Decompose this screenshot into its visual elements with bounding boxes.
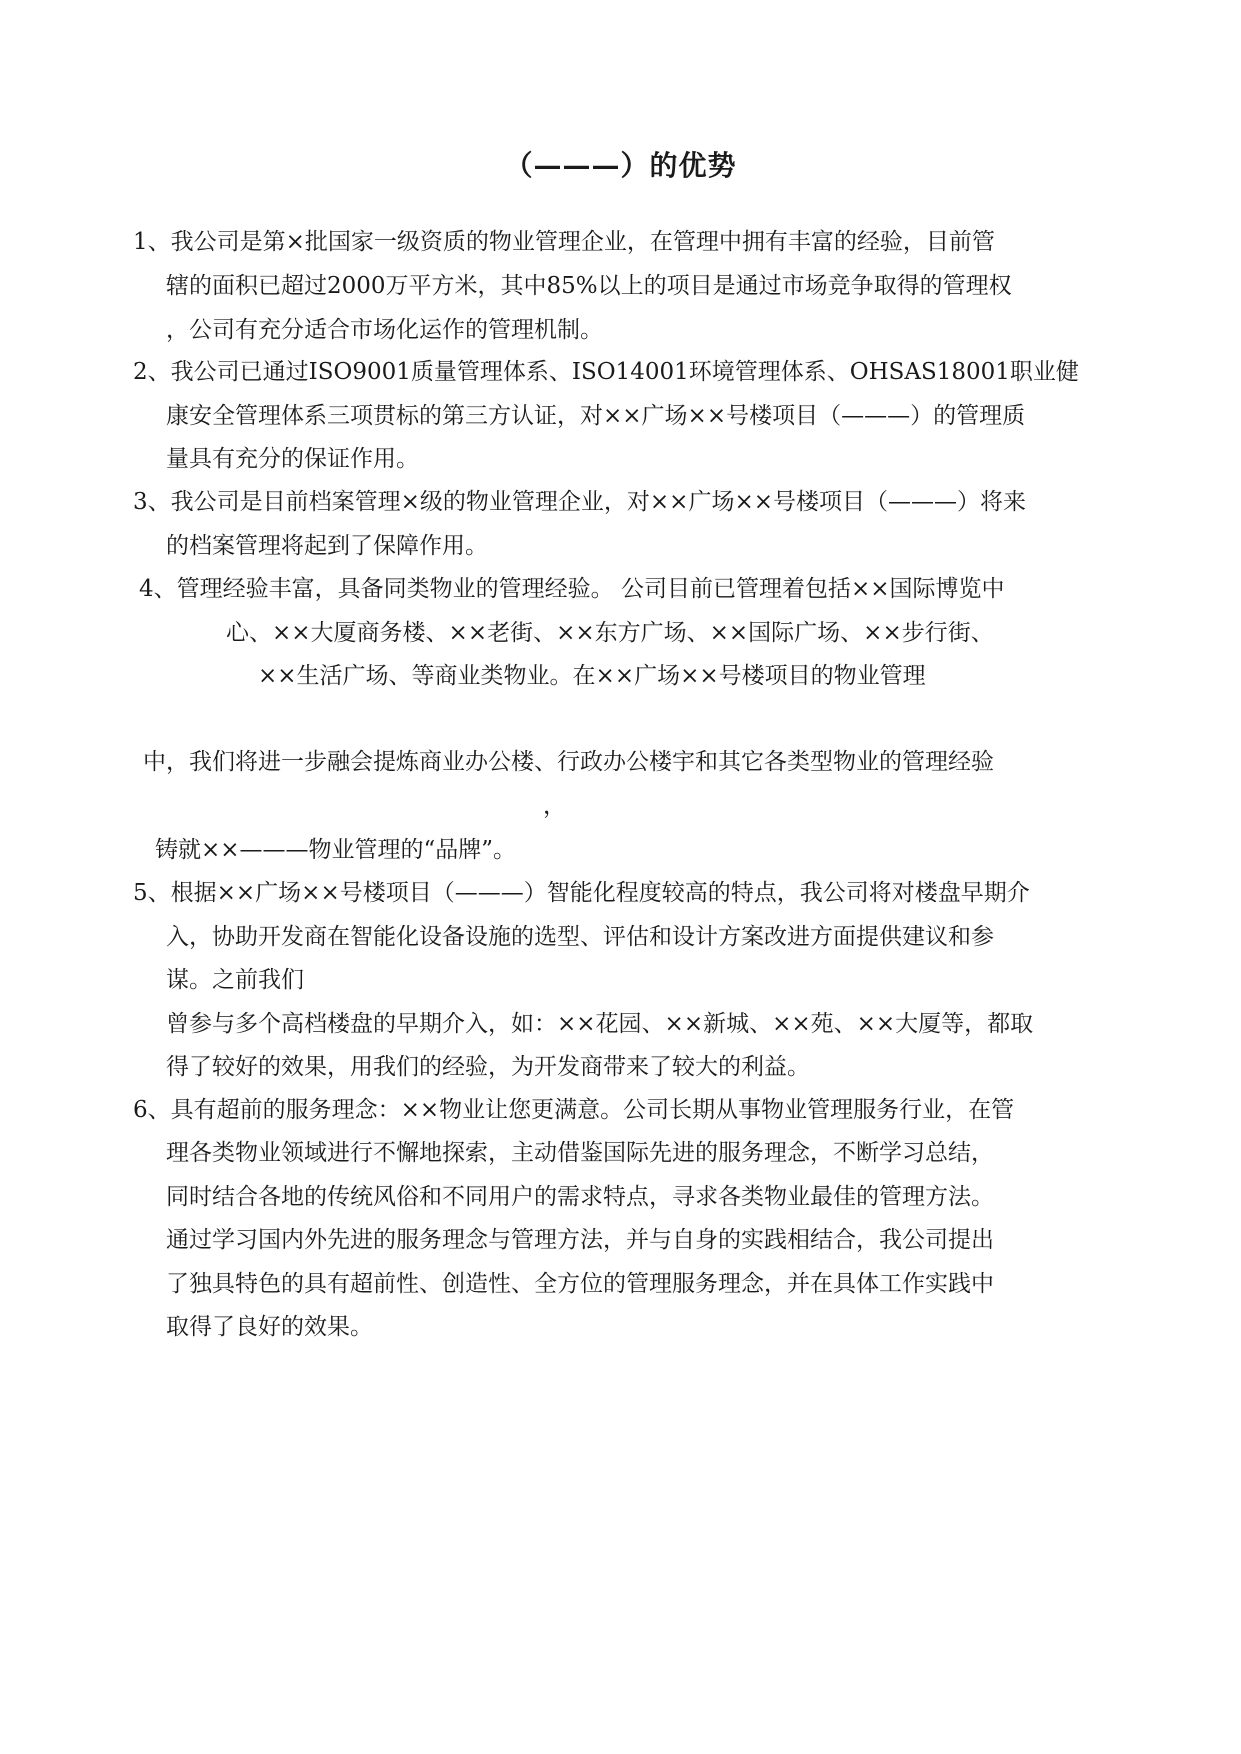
text-line: 了独具特色的具有超前性、创造性、全方位的管理服务理念，并在具体工作实践中: [166, 1271, 994, 1297]
text-line: 3、我公司是目前档案管理×级的物业管理企业，对××广场××号楼项目（———）将来: [133, 489, 1026, 515]
text-line: 取得了良好的效果。: [166, 1314, 373, 1340]
text-line: 谋。之前我们: [166, 967, 304, 993]
text-line: 同时结合各地的传统风俗和不同用户的需求特点，寻求各类物业最佳的管理方法。: [166, 1184, 994, 1210]
text-line: 铸就××———物业管理的“品牌”。: [155, 837, 517, 863]
text-line: 通过学习国内外先进的服务理念与管理方法，并与自身的实践相结合，我公司提出: [166, 1227, 994, 1253]
text-line: 1、我公司是第×批国家一级资质的物业管理企业，在管理中拥有丰富的经验，目前管: [133, 229, 995, 255]
text-line: 得了较好的效果，用我们的经验，为开发商带来了较大的利益。: [166, 1054, 810, 1080]
text-line: 5、根据××广场××号楼项目（———）智能化程度较高的特点，我公司将对楼盘早期介: [133, 880, 1030, 906]
text-line: 曾参与多个高档楼盘的早期介入，如：××花园、××新城、××苑、××大厦等，都取: [166, 1011, 1034, 1037]
text-line: 的档案管理将起到了保障作用。: [166, 533, 488, 559]
text-line: 心、××大厦商务楼、××老街、××东方广场、××国际广场、××步行街、: [226, 620, 994, 646]
text-line: 6、具有超前的服务理念：××物业让您更满意。公司长期从事物业管理服务行业，在管: [133, 1097, 1015, 1123]
page-title: （———）的优势: [504, 149, 737, 182]
text-line: ，公司有充分适合市场化运作的管理机制。: [166, 317, 603, 343]
text-line: 中，我们将进一步融会提炼商业办公楼、行政办公楼宇和其它各类型物业的管理经验: [143, 749, 994, 775]
text-line: ××生活广场、等商业类物业。在××广场××号楼项目的物业管理: [258, 663, 926, 689]
text-line: ，: [543, 793, 566, 819]
text-line: 量具有充分的保证作用。: [166, 446, 419, 472]
text-line: 2、我公司已通过ISO9001质量管理体系、ISO14001环境管理体系、OHSAS18001职业健: [133, 359, 1079, 385]
text-line: 辖的面积已超过2000万平方米，其中85%以上的项目是通过市场竞争取得的管理权: [166, 273, 1012, 299]
text-line: 理各类物业领域进行不懈地探索，主动借鉴国际先进的服务理念，不断学习总结，: [166, 1140, 994, 1166]
text-line: 4、管理经验丰富，具备同类物业的管理经验。 公司目前已管理着包括××国际博览中: [139, 576, 1005, 602]
text-line: 康安全管理体系三项贯标的第三方认证，对××广场××号楼项目（———）的管理质: [166, 403, 1026, 429]
text-line: 入，协助开发商在智能化设备设施的选型、评估和设计方案改进方面提供建议和参: [166, 924, 994, 950]
